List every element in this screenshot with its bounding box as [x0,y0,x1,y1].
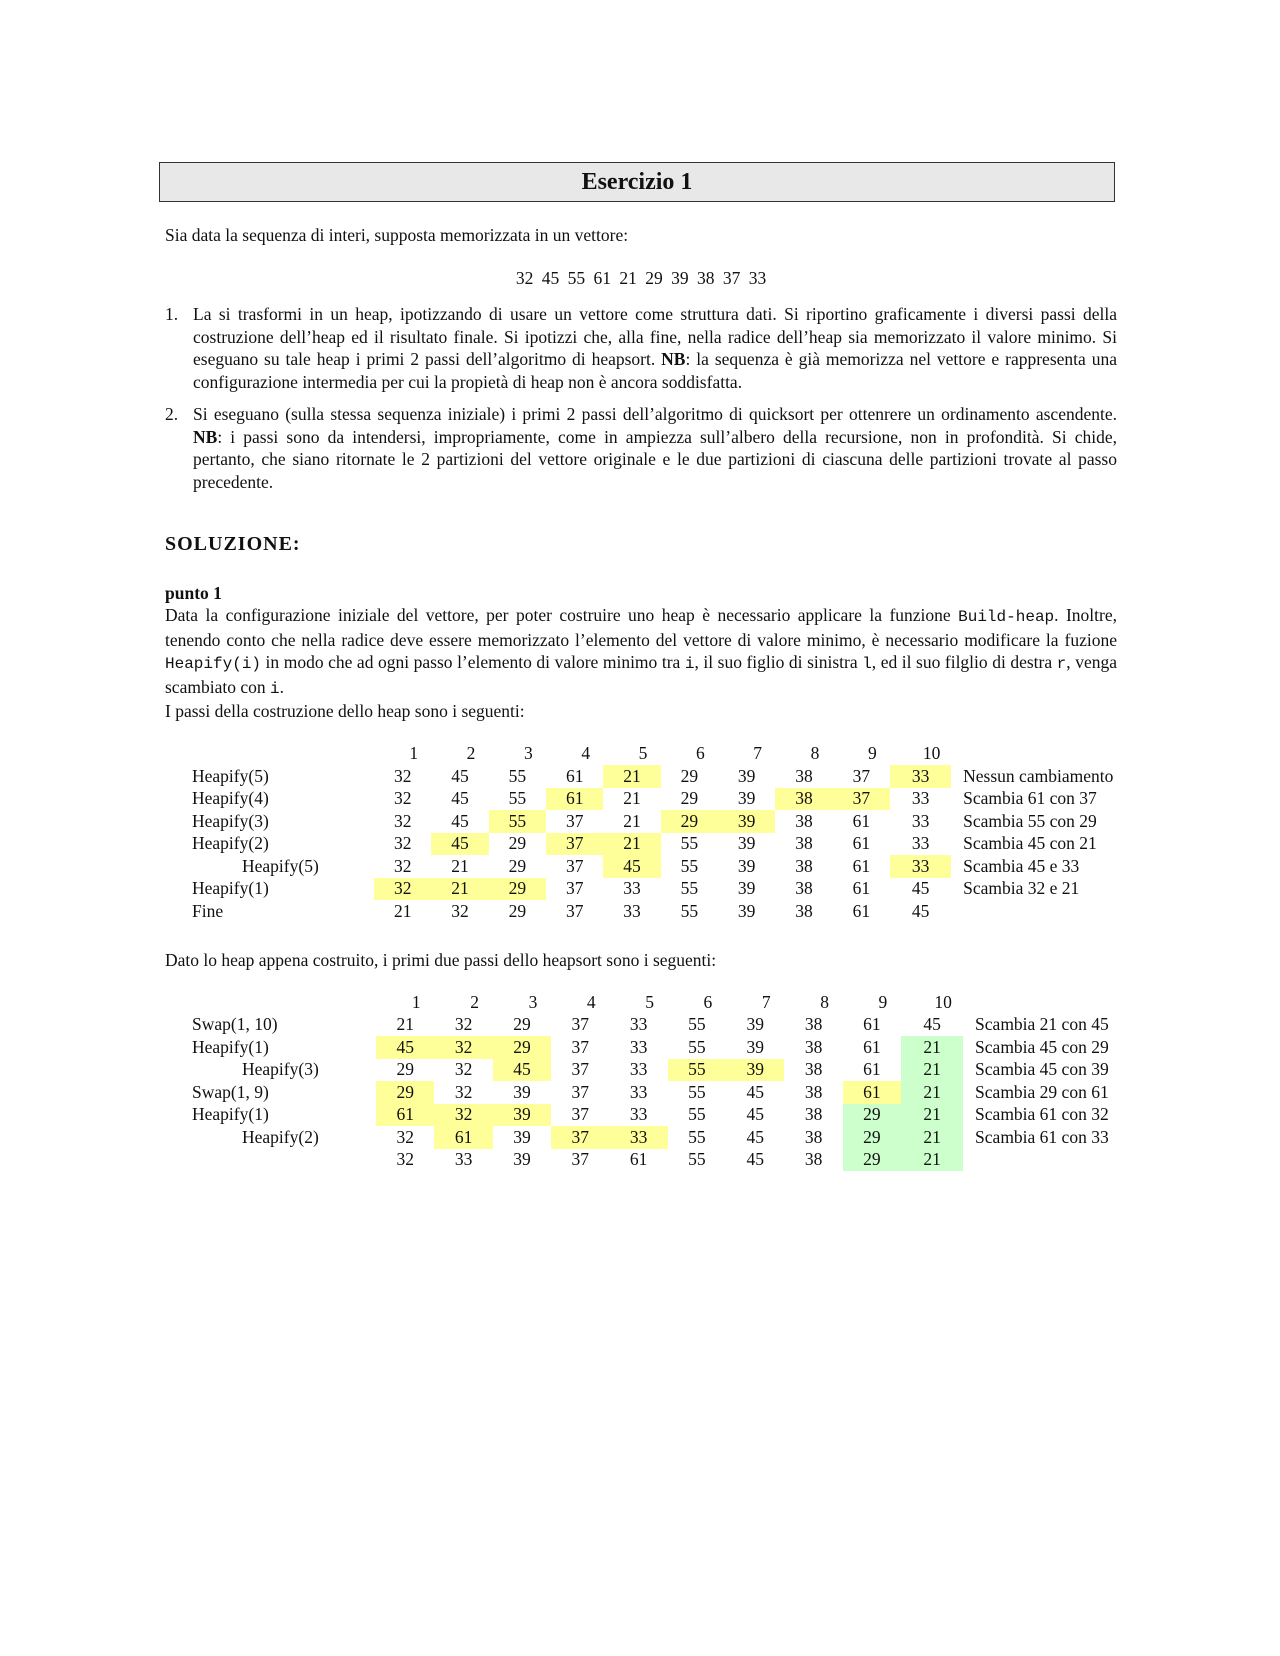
table-header-row [165,991,1117,1014]
table-row [165,1081,1117,1104]
exercise-list [165,303,1117,493]
step-label: Heapify(5) [192,765,269,786]
cell-value: 39 [737,833,756,854]
cell-value: 21 [901,1059,963,1082]
cell-value: 32 [396,1149,415,1170]
solution-heading: SOLUZIONE: [165,533,301,555]
step-note: Scambia 45 con 29 [975,1036,1109,1057]
cell-value: 37 [565,810,584,831]
cell-value: 33 [454,1149,473,1170]
cell-value: 37 [546,833,603,856]
cell-value: 37 [565,855,584,876]
cell-value: 33 [629,1014,648,1035]
step-label: Heapify(1) [192,878,269,899]
cell-value: 45 [911,900,930,921]
cell-value: 39 [737,878,756,899]
explanation-paragraph: Data la configurazione iniziale del vettore, per poter costruire uno heap è necessario applicare la funzione Build-heap. Inoltre, tenendo conto che nella radice deve essere memorizzato l’elemento del vettore di valore minimo, è necessario modificare la fuzione Heapify(i) in modo che ad ogni passo l’elemento di valore minimo tra i, il suo figlio di sinistra l, ed il suo filglio di destra r, venga scambiato con i. [165,605,1117,698]
cell-value: 29 [680,765,699,786]
cell-value: 29 [680,788,699,809]
cell-value: 55 [508,788,527,809]
column-index: 6 [695,743,705,764]
cell-value: 45 [746,1126,764,1147]
list-item-number: 1. [165,304,179,324]
cell-value: 38 [804,1104,823,1125]
cell-value: 61 [434,1126,492,1149]
cell-value: 38 [795,878,813,899]
cell-value: 39 [737,855,756,876]
list-item [165,403,1117,493]
table-row [165,810,1117,833]
table-row [165,878,1117,901]
cell-value: 37 [565,878,584,899]
cell-value: 21 [901,1036,963,1059]
cell-value: 45 [451,788,469,809]
cell-value: 37 [571,1149,590,1170]
cell-value: 29 [376,1081,434,1104]
cell-value: 45 [911,878,930,899]
cell-value: 61 [852,855,871,876]
cell-value: 32 [396,1126,415,1147]
cell-value: 21 [603,833,660,856]
table-row [165,1059,1117,1082]
header-note-blank [963,991,1117,1014]
step-note: Nessun cambiamento [963,765,1114,786]
cell-value: 29 [843,1149,901,1172]
step-label: Heapify(2) [242,1126,319,1147]
cell-value: 45 [746,1104,764,1125]
cell-value: 32 [393,833,412,854]
cell-value: 61 [852,878,871,899]
sequence-values: 32 45 55 61 21 29 39 38 37 33 [515,267,767,288]
step-note: Scambia 32 e 21 [963,878,1080,899]
cell-value: 61 [852,833,871,854]
table-row [165,1014,1117,1037]
column-index: 9 [878,991,888,1012]
cell-value: 32 [434,1104,492,1127]
cell-value: 61 [852,900,871,921]
step-label: Heapify(3) [192,810,269,831]
step-label: Swap(1, 9) [192,1081,269,1102]
cell-value: 37 [571,1036,590,1057]
cell-value: 45 [746,1081,764,1102]
cell-value: 32 [374,878,431,901]
header-note-blank [951,743,1117,766]
column-index: 2 [470,991,479,1012]
column-index: 8 [810,743,820,764]
exercise-title: Esercizio 1 [159,162,1115,202]
step-label: Swap(1, 10) [192,1014,278,1035]
cell-value: 21 [393,900,412,921]
cell-value: 29 [508,900,527,921]
cell-value: 29 [513,1014,531,1035]
cell-value: 29 [661,810,718,833]
cell-value: 37 [565,900,584,921]
column-index: 7 [761,991,771,1012]
cell-value: 55 [680,900,699,921]
list-item [165,303,1117,393]
cell-value: 61 [629,1149,648,1170]
table-row [165,765,1117,788]
column-index: 7 [753,743,763,764]
document-page [165,162,1117,1171]
cell-value: 45 [431,833,488,856]
column-index: 10 [934,991,952,1012]
header-blank [165,991,376,1014]
column-index: 9 [867,743,877,764]
cell-value: 21 [901,1104,963,1127]
cell-value: 39 [718,810,775,833]
column-index: 3 [523,743,533,764]
cell-value: 33 [623,900,641,921]
cell-value: 38 [795,900,813,921]
cell-value: 37 [551,1126,609,1149]
cell-value: 39 [513,1081,531,1102]
table-row [165,855,1117,878]
cell-value: 21 [901,1081,963,1104]
cell-value: 21 [623,810,641,831]
header-blank [165,743,374,766]
table-header-row [165,743,1117,766]
cell-value: 33 [911,810,930,831]
cell-value: 55 [668,1059,726,1082]
cell-value: 37 [571,1104,590,1125]
cell-value: 61 [546,788,603,811]
heapsort-intro: Dato lo heap appena costruito, i primi due passi dello heapsort sono i seguenti: [165,949,717,970]
cell-value: 32 [451,900,469,921]
column-index: 1 [409,743,419,764]
cell-value: 55 [680,878,699,899]
column-index: 3 [528,991,538,1012]
cell-value: 29 [508,833,527,854]
list-item-number: 2. [165,404,179,424]
step-note [963,1149,1117,1172]
cell-value: 38 [795,833,813,854]
cell-value: 21 [901,1126,963,1149]
column-index: 1 [411,991,421,1012]
step-label: Heapify(2) [192,833,269,854]
cell-value: 39 [737,765,756,786]
cell-value: 61 [863,1036,881,1057]
cell-value: 29 [843,1104,901,1127]
cell-value: 38 [775,788,832,811]
cell-value: 37 [852,765,871,786]
cell-value: 39 [493,1104,551,1127]
table-row [165,1149,1117,1172]
column-index: 5 [645,991,654,1012]
step-note: Scambia 61 con 33 [975,1126,1109,1147]
cell-value: 21 [396,1014,415,1035]
cell-value: 61 [565,765,584,786]
cell-value: 29 [508,855,527,876]
cell-value: 33 [629,1036,648,1057]
step-label: Heapify(1) [192,1036,269,1057]
cell-value: 33 [623,878,641,899]
cell-value: 38 [804,1081,823,1102]
cell-value: 32 [393,765,412,786]
cell-value: 33 [911,833,930,854]
cell-value: 37 [833,788,890,811]
step-note: Scambia 45 e 33 [963,855,1080,876]
cell-value: 55 [688,1149,706,1170]
cell-value: 45 [603,855,660,878]
table-row [165,833,1117,856]
cell-value: 39 [737,900,756,921]
cell-value: 45 [451,810,469,831]
cell-value: 29 [396,1059,415,1080]
column-index: 10 [922,743,941,764]
heapsort-table [165,991,1117,1171]
column-index: 5 [638,743,648,764]
cell-value: 45 [923,1014,941,1035]
cell-value: 21 [901,1149,963,1172]
cell-value: 38 [795,765,813,786]
column-index: 4 [581,743,591,764]
step-note: Scambia 61 con 37 [963,788,1097,809]
cell-value: 55 [680,833,699,854]
step-note [951,900,1117,923]
step-label: Heapify(3) [242,1059,319,1080]
step-note: Scambia 45 con 21 [963,833,1097,854]
cell-value: 39 [513,1149,531,1170]
cell-value: 21 [603,765,660,788]
cell-value: 32 [434,1036,492,1059]
step-note: Scambia 21 con 45 [975,1014,1109,1035]
column-index: 6 [703,991,713,1012]
step-label: Heapify(5) [242,855,319,876]
cell-value: 38 [804,1036,823,1057]
cell-value: 39 [737,788,756,809]
cell-value: 55 [688,1126,706,1147]
cell-value: 33 [629,1059,648,1080]
cell-value: 61 [863,1014,881,1035]
table-row [165,900,1117,923]
cell-value: 38 [804,1149,823,1170]
step-label: Heapify(1) [192,1104,269,1125]
build-heap-table [165,743,1117,923]
table-row [165,1036,1117,1059]
cell-value: 38 [804,1014,823,1035]
cell-value: 33 [629,1104,648,1125]
column-index: 4 [586,991,596,1012]
table-row [165,1126,1117,1149]
step-label: Fine [192,900,224,921]
cell-value: 39 [746,1014,764,1035]
column-index: 2 [466,743,476,764]
cell-value: 33 [629,1081,648,1102]
cell-value: 45 [746,1149,764,1170]
cell-value: 29 [493,1036,551,1059]
cell-value: 37 [571,1081,590,1102]
cell-value: 32 [393,855,412,876]
cell-value: 21 [451,855,469,876]
cell-value: 32 [454,1014,473,1035]
cell-value: 61 [863,1059,881,1080]
cell-value: 38 [795,855,813,876]
steps-intro: I passi della costruzione dello heap sono i seguenti: [165,701,525,721]
step-note: Scambia 29 con 61 [975,1081,1109,1102]
cell-value: 37 [571,1059,590,1080]
column-index: 8 [820,991,829,1012]
cell-value: 33 [609,1126,667,1149]
cell-value: 55 [688,1081,706,1102]
cell-value: 32 [393,788,412,809]
cell-value: 55 [489,810,546,833]
cell-value: 55 [680,855,699,876]
cell-value: 39 [726,1059,784,1082]
cell-value: 32 [454,1081,473,1102]
list-item-text: Si eseguano (sulla stessa sequenza iniziale) i primi 2 passi dell’algoritmo di quicksort per ottenrere un ordinamento ascendente. NB: i passi sono da intendersi, impropriamente, come in ampiezza sull’albero della recursione, non in profondità. Si chide, pertanto, che siano ritornate le 2 partizioni del vettore originale e le due partizioni di ciascuna delle partizioni trovate al passo precedente. [193,404,1117,492]
cell-value: 32 [393,810,412,831]
cell-value: 33 [890,765,951,788]
cell-value: 45 [376,1036,434,1059]
step-label [165,1149,376,1172]
cell-value: 21 [623,788,641,809]
table-row [165,1104,1117,1127]
cell-value: 61 [376,1104,434,1127]
cell-value: 45 [451,765,469,786]
cell-value: 55 [688,1014,706,1035]
cell-value: 32 [454,1059,473,1080]
step-note: Scambia 55 con 29 [963,810,1097,831]
table-row [165,788,1117,811]
cell-value: 33 [911,788,930,809]
cell-value: 38 [804,1059,823,1080]
list-item-text: La si trasformi in un heap, ipotizzando di usare un vettore come struttura dati. Si riportino graficamente i diversi passi della costruzione dell’heap ed il risultato finale. Si ipotizzi che, alla fine, nella radice dell’heap sia memorizzato il valore minimo. Si eseguano su tale heap i primi 2 passi dell’algoritmo di heapsort. NB: la sequenza è già memorizza nel vettore e rappresenta una configurazione intermedia per cui la propietà di heap non è ancora soddisfatta. [193,304,1117,392]
cell-value: 29 [843,1126,901,1149]
cell-value: 61 [852,810,871,831]
intro-text: Sia data la sequenza di interi, supposta memorizzata in un vettore: [165,225,629,245]
cell-value: 38 [795,810,813,831]
cell-value: 39 [513,1126,531,1147]
cell-value: 38 [804,1126,823,1147]
cell-value: 39 [746,1036,764,1057]
cell-value: 37 [571,1014,590,1035]
cell-value: 45 [493,1059,551,1082]
step-label: Heapify(4) [192,788,269,809]
step-note: Scambia 61 con 32 [975,1104,1109,1125]
cell-value: 55 [688,1104,706,1125]
cell-value: 55 [508,765,527,786]
punto-heading: punto 1 [165,582,222,603]
step-note: Scambia 45 con 39 [975,1059,1109,1080]
cell-value: 29 [489,878,546,901]
cell-value: 61 [843,1081,901,1104]
cell-value: 21 [431,878,488,901]
cell-value: 33 [890,855,951,878]
cell-value: 55 [688,1036,706,1057]
